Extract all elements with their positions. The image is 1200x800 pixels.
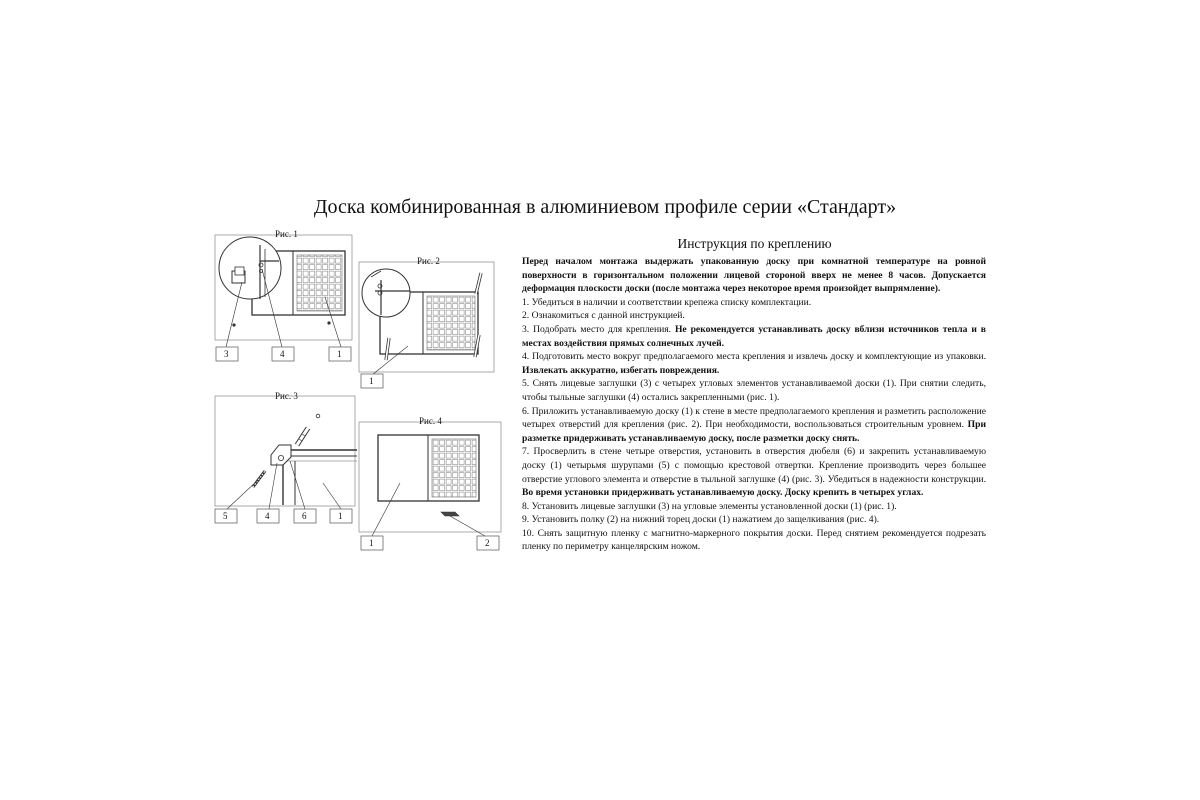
step-warning: При разметке придерживать устанавливаемую доску, после разметки доску снять. xyxy=(522,419,986,444)
callout-number: 5 xyxy=(223,511,228,521)
step-text: 10. Снять защитную пленку с магнитно-маркерного покрытия доски. Перед снятием рекомендуется подрезать пленку по периметру канцелярским ножом. xyxy=(522,527,986,553)
instruction-step-3 xyxy=(522,323,986,350)
callout-leader xyxy=(323,483,341,509)
step-text: 8. Установить лицевые заглушки (3) на угловые элементы установленной доски (1) (рис. 1). xyxy=(522,500,897,512)
callout-leader xyxy=(269,463,277,509)
figure-1 xyxy=(215,229,352,361)
instruction-step-2 xyxy=(522,309,986,323)
cork-grid xyxy=(297,255,342,311)
step-text: 4. Подготовить место вокруг предполагаемого места крепления и извлечь доску и комплектующие из упаковки. xyxy=(522,351,986,363)
detail-magnifier xyxy=(219,237,281,299)
wall-hole xyxy=(316,414,320,418)
instruction-step-9 xyxy=(522,513,986,527)
pencil-icon xyxy=(476,273,481,294)
instructions-intro xyxy=(522,255,986,296)
step-warning: Не рекомендуется устанавливать доску вблизи источников тепла и в местах воздействия прямых солнечных лучей. xyxy=(522,323,986,349)
document-title: Доска комбинированная в алюминиевом профиле серии «Стандарт» xyxy=(313,196,897,218)
figure-2-label: Рис. 2 xyxy=(417,256,440,266)
figures-panel xyxy=(205,225,505,565)
callout-number: 1 xyxy=(338,511,343,521)
step-text: 5. Снять лицевые заглушки (3) с четырех угловых элементов устанавливаемой доски (1). При снятии следить, чтобы тыльные заглушки (4) остались закрепленными (рис. 1). xyxy=(522,378,986,403)
installation-figures xyxy=(205,225,505,565)
step-text: 6. Приложить устанавливаемую доску (1) к стене в месте предполагаемого крепления и разметить расположение четырех отверстий для крепления (рис. 2). При необходимости, воспользоваться строительным уровнем. xyxy=(522,405,986,431)
dowel-icon xyxy=(297,428,308,445)
callout-number: 1 xyxy=(337,349,342,359)
figure-1-label: Рис. 1 xyxy=(275,229,298,239)
callout-number: 2 xyxy=(485,538,490,548)
step-text: 9. Установить полку (2) на нижний торец доски (1) нажатием до защелкивания (рис. 4). xyxy=(522,514,880,526)
figure-3 xyxy=(215,391,357,523)
instruction-step-10 xyxy=(522,527,986,554)
figure-4-label: Рис. 4 xyxy=(419,416,442,426)
instruction-step-6 xyxy=(522,405,986,446)
callout-leader xyxy=(227,480,258,509)
step-text: 7. Просверлить в стене четыре отверстия, установить в отверстия дюбеля (6) и закрепить устанавливаемую доску (1) четырьмя шурупами (5) с помощью крестовой отвертки. Крепление производить через большее отверстие углового элемента и отверстие в тыльной заглушке (4) (рис. 3). Убедиться в надежности конструкции. xyxy=(522,446,986,485)
callout-number: 4 xyxy=(265,511,270,521)
cork-grid xyxy=(427,296,475,350)
screw-icon xyxy=(253,471,265,487)
callout-number: 4 xyxy=(280,349,285,359)
callout-leader xyxy=(450,516,485,536)
corner-element xyxy=(271,445,291,465)
step-text: 1. Убедиться в наличии и соответствии крепежа списку комплектации. xyxy=(522,296,812,308)
step-text: 2. Ознакомиться с данной инструкцией. xyxy=(522,310,685,322)
step-warning: Во время установки придерживать устанавливаемую доску. Доску крепить в четырех углах. xyxy=(522,487,924,499)
callout-leader xyxy=(290,461,305,509)
shelf-icon xyxy=(441,512,459,516)
instruction-step-7 xyxy=(522,445,986,499)
instructions-title: Инструкция по креплению xyxy=(677,236,832,251)
instruction-step-8 xyxy=(522,500,986,514)
instruction-step-5 xyxy=(522,377,986,404)
fastener-dot xyxy=(232,323,235,326)
callout-number: 3 xyxy=(224,349,229,359)
instruction-step-1 xyxy=(522,296,986,310)
callout-number: 1 xyxy=(369,376,374,386)
fastener-dot xyxy=(327,321,330,324)
cork-grid xyxy=(432,439,476,497)
face-cap-top xyxy=(235,267,244,275)
detail-magnifier xyxy=(362,269,410,317)
step-warning: Извлекать аккуратно, избегать повреждения. xyxy=(522,364,720,376)
intro-text: Перед началом монтажа выдержать упакованную доску при комнатной температуре на ровной поверхности в горизонтальном положении лицевой стороной вверх не менее 8 часов. Допускается деформация плоскости доски (после монтажа через некоторое время произойдет выпрямление). xyxy=(522,256,986,295)
callout-number: 6 xyxy=(302,511,307,521)
instruction-step-4 xyxy=(522,350,986,377)
callout-number: 1 xyxy=(369,538,374,548)
figure-3-label: Рис. 3 xyxy=(275,391,298,401)
step-text: 3. Подобрать место для крепления. xyxy=(522,323,675,335)
instructions-block xyxy=(522,235,986,554)
figure-4 xyxy=(359,416,501,550)
figure-2 xyxy=(359,256,494,388)
